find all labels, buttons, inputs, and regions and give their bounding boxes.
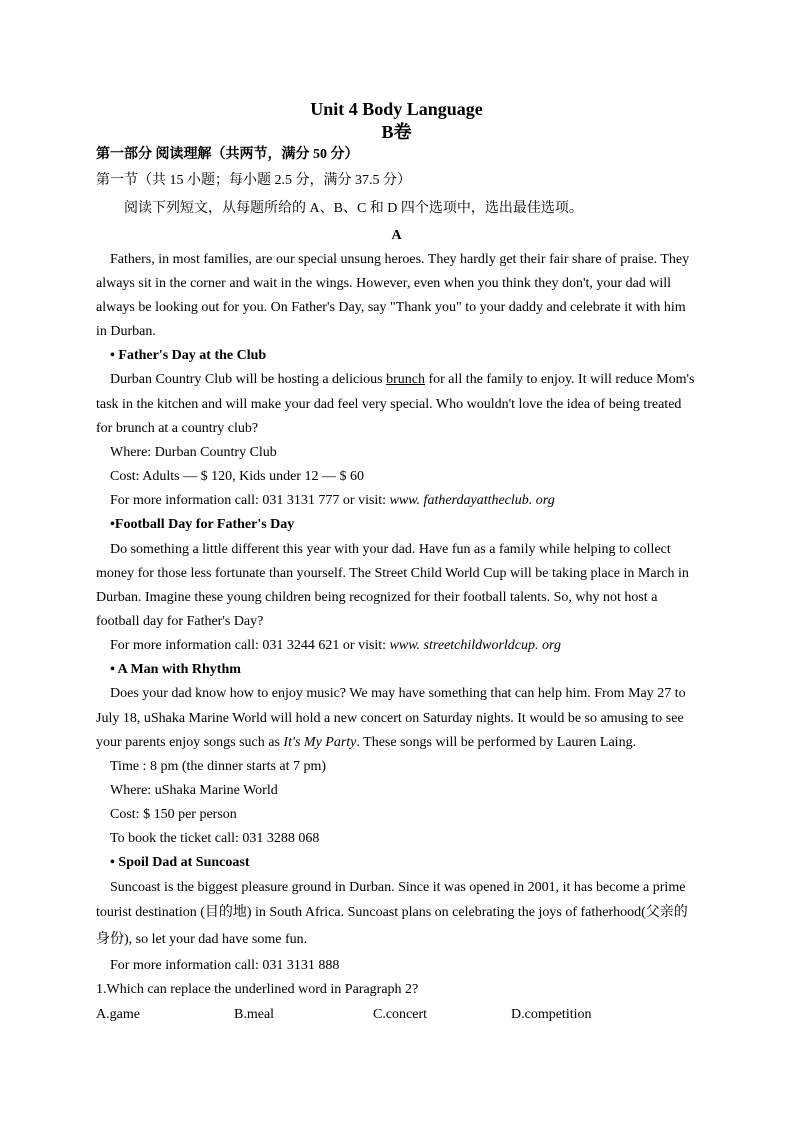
suncoast-heading: • Spoil Dad at Suncoast — [110, 855, 250, 870]
rhythm-heading: • A Man with Rhythm — [110, 662, 241, 677]
club-cost: Cost: Adults — $ 120, Kids under 12 — $ 60 — [110, 469, 364, 484]
football-line: money for those less fortunate than yourself. The Street Child World Cup will be taking place in March in — [96, 566, 689, 581]
football-url: www. streetchildworldcup. org — [389, 638, 561, 653]
club-text: Durban Country Club will be hosting a delicious — [110, 372, 387, 387]
rhythm-line: Does your dad know how to enjoy music? We may have something that can help him. From May 27 to — [110, 686, 686, 701]
club-text: for all the family to enjoy. It will reduce Mom's — [424, 372, 695, 387]
option-d[interactable]: D.competition — [511, 1007, 592, 1022]
instruction: 阅读下列短文，从每题所给的 A、B、C 和 D 四个选项中，选出最佳选项。 — [124, 201, 583, 216]
club-url: www. fatherdayattheclub. org — [389, 493, 555, 508]
underlined-word: brunch — [386, 372, 425, 387]
club-info — [110, 492, 555, 510]
intro-line: Fathers, in most families, are our special unsung heroes. They hardly get their fair share of praise. They — [110, 252, 690, 267]
rhythm-book: To book the ticket call: 031 3288 068 — [110, 831, 320, 846]
rhythm-text: . These songs will be performed by Lauren Laing. — [356, 735, 637, 750]
rhythm-text: your parents enjoy songs such as — [96, 735, 284, 750]
intro-line: always sit in the corner and wait in the wings. However, even when you think they don't, your dad will — [96, 276, 672, 291]
football-line: Durban. Imagine these young children being recognized for their football talents. So, why not host a — [96, 590, 658, 605]
club-heading: • Father's Day at the Club — [110, 348, 267, 363]
page-subtitle: B卷 — [381, 122, 412, 142]
passage-label: A — [391, 228, 402, 243]
part-heading: 第一部分 阅读理解（共两节，满分 50 分） — [96, 147, 359, 162]
suncoast-line: tourist destination (目的地) in South Africa. Suncoast plans on celebrating the joys of fatherhood(父亲的 — [96, 905, 688, 920]
football-line: football day for Father's Day? — [96, 614, 264, 629]
option-a[interactable]: A.game — [96, 1007, 140, 1022]
suncoast-line: 身份), so let your dad have some fun. — [96, 932, 308, 947]
section-heading: 第一节（共 15 小题；每小题 2.5 分，满分 37.5 分） — [96, 173, 411, 188]
club-line: task in the kitchen and will make your dad feel very special. Who wouldn't love the idea of being treated — [96, 397, 682, 412]
rhythm-time: Time : 8 pm (the dinner starts at 7 pm) — [110, 759, 327, 774]
rhythm-line — [96, 734, 636, 752]
suncoast-info: For more information call: 031 3131 888 — [110, 958, 340, 973]
club-where: Where: Durban Country Club — [110, 445, 277, 460]
intro-line: always be looking out for you. On Father's Day, say "Thank you" to your daddy and celebrate it with him — [96, 300, 686, 315]
football-info — [110, 637, 561, 655]
option-b[interactable]: B.meal — [234, 1007, 275, 1022]
football-line: Do something a little different this year with your dad. Have fun as a family while helping to collect — [110, 542, 671, 557]
football-info-text: For more information call: 031 3244 621 or visit: — [110, 638, 390, 653]
rhythm-cost: Cost: $ 150 per person — [110, 807, 237, 822]
intro-line: in Durban. — [96, 324, 156, 339]
football-heading: •Football Day for Father's Day — [110, 517, 295, 532]
option-c[interactable]: C.concert — [373, 1007, 428, 1022]
page-title: Unit 4 Body Language — [310, 99, 483, 119]
question-stem: 1.Which can replace the underlined word in Paragraph 2? — [96, 982, 419, 997]
club-line — [110, 371, 694, 389]
club-line: for brunch at a country club? — [96, 421, 259, 436]
rhythm-line: July 18, uShaka Marine World will hold a new concert on Saturday nights. It would be so amusing to see — [96, 711, 684, 726]
song-title: It's My Party — [283, 735, 357, 750]
club-info-text: For more information call: 031 3131 777 or visit: — [110, 493, 390, 508]
suncoast-line: Suncoast is the biggest pleasure ground in Durban. Since it was opened in 2001, it has become a prime — [110, 880, 686, 895]
rhythm-where: Where: uShaka Marine World — [110, 783, 278, 798]
